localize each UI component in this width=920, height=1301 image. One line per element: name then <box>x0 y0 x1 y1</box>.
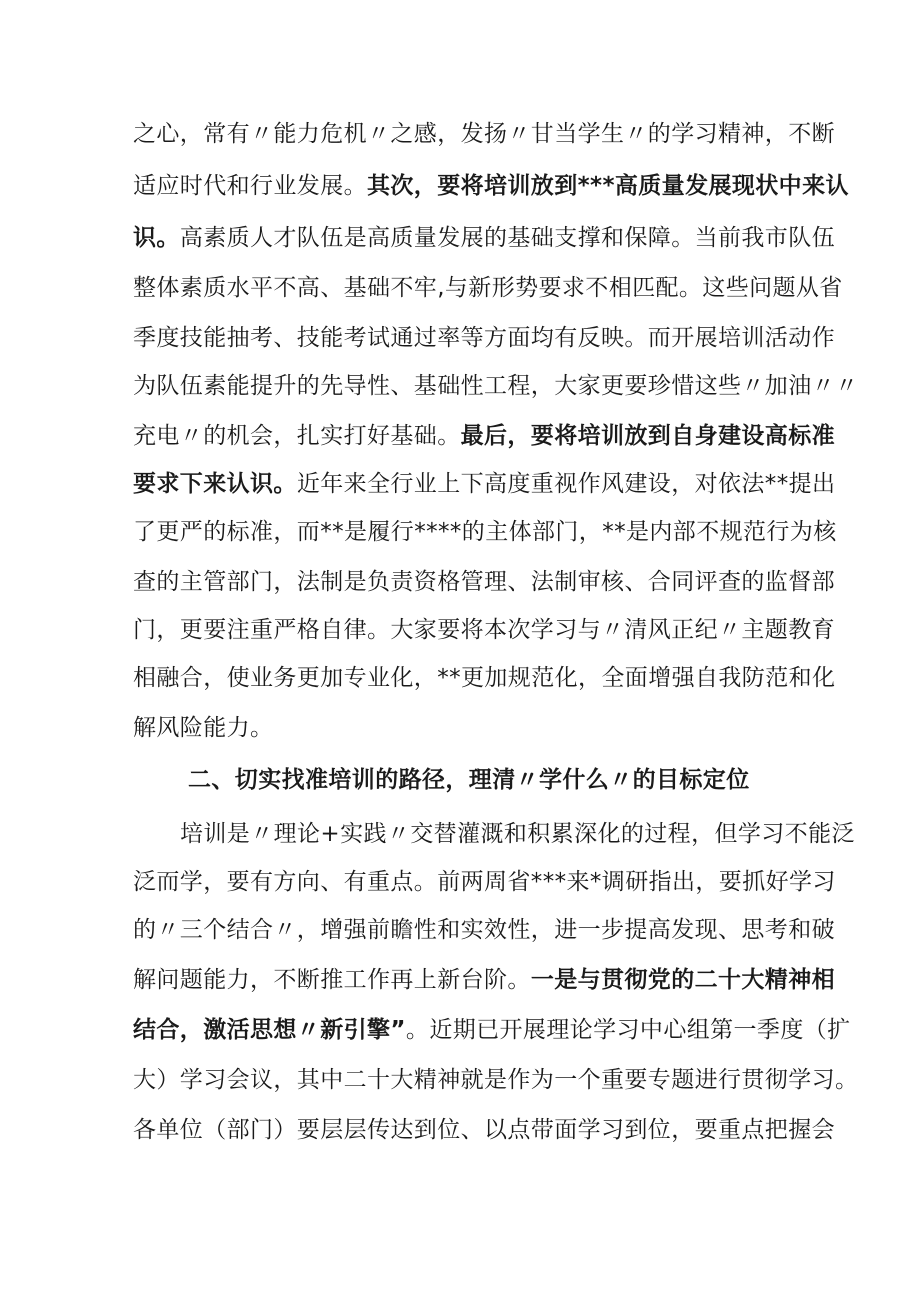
text-line: 结合，激活思想〃新引擎”。近期已开展理论学习中心组第一季度（扩 <box>133 1017 851 1043</box>
text-line: 为队伍素能提升的先导性、基础性工程，大家更要珍惜这些〃加油〃〃 <box>133 373 859 399</box>
text-line: 培训是〃理论+实践〃交替灌溉和积累深化的过程，但学习不能泛 <box>180 821 855 847</box>
text-line: 解风险能力。 <box>133 715 274 741</box>
text-line: 各单位（部门）要层层传达到位、以点带面学习到位，要重点把握会 <box>133 1117 835 1143</box>
text-line: 解问题能力，不断推工作再上新台阶。一是与贯彻党的二十大精神相 <box>133 967 836 993</box>
text-line: 的〃三个结合〃，增强前瞻性和实效性，进一步提高发现、思考和破 <box>133 917 835 943</box>
text-line: 了更严的标准，而**是履行****的主体部门，**是内部不规范行为核 <box>133 519 837 545</box>
section-heading: 二、切实找准培训的路径，理清〃学什么〃的目标定位 <box>188 767 750 793</box>
text-line: 整体素质水平不高、基础不牢,与新形势要求不相匹配。这些问题从省 <box>133 275 843 301</box>
text-line: 泛而学，要有方向、有重点。前两周省***来*调研指出，要抓好学习 <box>133 869 836 895</box>
text-line: 之心，常有〃能力危机〃之感，发扬〃甘当学生〃的学习精神，不断 <box>133 121 835 147</box>
text-line: 门，更要注重严格自律。大家要将本次学习与〃清风正纪〃主题教育 <box>133 617 835 643</box>
text-line: 相融合，使业务更加专业化，**更加规范化，全面增强自我防范和化 <box>133 665 836 691</box>
text-line: 识。高素质人才队伍是高质量发展的基础支撑和保障。当前我市队伍 <box>133 225 836 251</box>
text-line: 充电〃的机会，扎实打好基础。最后，要将培训放到自身建设高标准 <box>133 423 836 449</box>
text-line: 要求下来认识。近年来全行业上下高度重视作风建设，对依法**提出 <box>133 471 836 497</box>
text-line: 适应时代和行业发展。其次，要将培训放到***高质量发展现状中来认 <box>133 173 849 199</box>
text-line: 季度技能抽考、技能考试通过率等方面均有反映。而开展培训活动作 <box>133 325 835 351</box>
text-line: 查的主管部门，法制是负责资格管理、法制审核、合同评查的监督部 <box>133 569 835 595</box>
text-line: 大）学习会议，其中二十大精神就是作为一个重要专题进行贯彻学习。 <box>133 1067 859 1093</box>
